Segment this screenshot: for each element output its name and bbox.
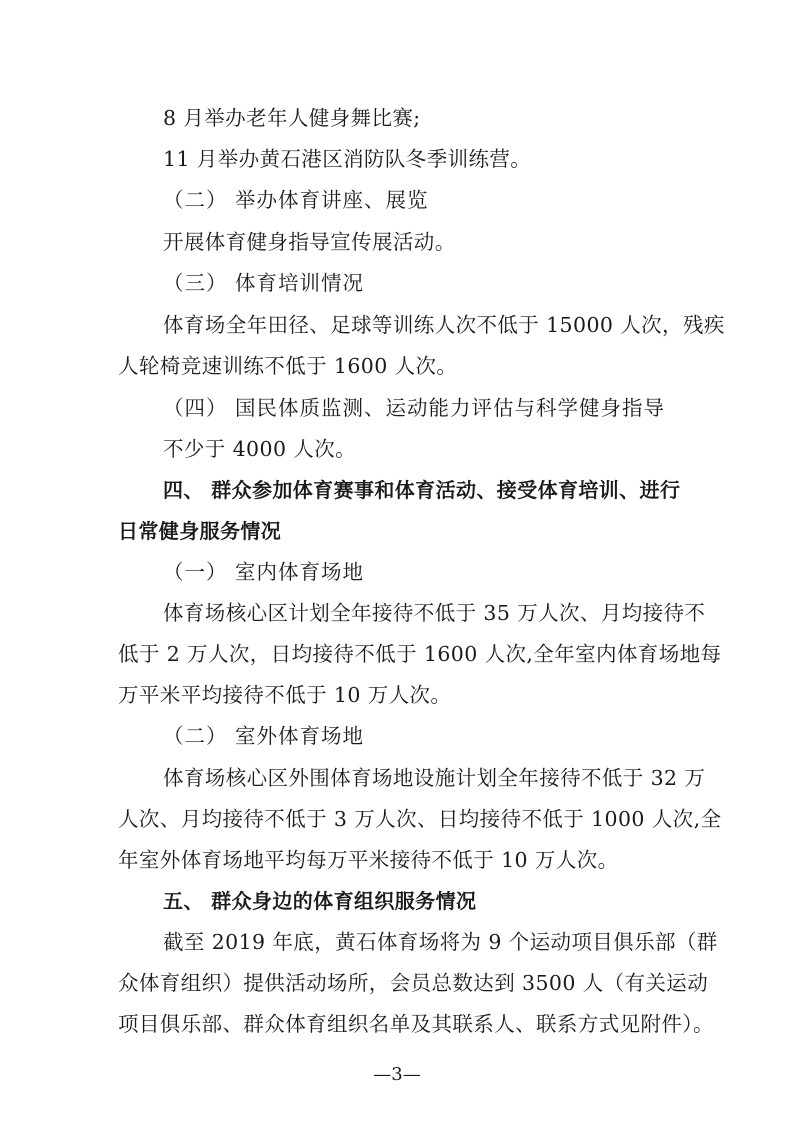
page-number: —3— — [373, 1064, 421, 1085]
document-page: 8 月举办老年人健身舞比赛; 11 月举办黄石港区消防队冬季训练营。 （二） 举办体育讲座、展览 开展体育健身指导宣传展活动。 （三） 体育培训情况 体育场全年田径、足球等训练人次不低于 15000 人次，残疾 人轮椅竞速训练不低于 1600 人次。 （四） 国民体质监测、运动能力评估与科学健身指导 不少于 4000 人次。 四、 群众参加体育赛事和体育活动、接受体育培训、进行 日常健身服务情况 （一） 室内体育场地 体育场核心区计划全年接待不低于 35 万人次、月均接待不 低于 2 万人次，日均接待不低于 1600 人次,全年室内体育场地每 万平米平均接待不低于 10 万人次。 （二） 室外体育场地 体育场核心区外围体育场地设施计划全年接待不低于 32 万 人次、月均接待不低于 3 万人次、日均接待不低于 1000 人次,全 年室外体育场地平均每万平米接待不低于 10 万人次。 五、 群众身边的体育组织服务情况 截至 2019 年底，黄石体育场将为 9 个运动项目俱乐部（群 众体育组织）提供活动场所，会员总数达到 3500 人（有关运动 项目俱乐部、群众体育组织名单及其联系人、联系方式见附件）。 —3— — [0, 0, 794, 1123]
